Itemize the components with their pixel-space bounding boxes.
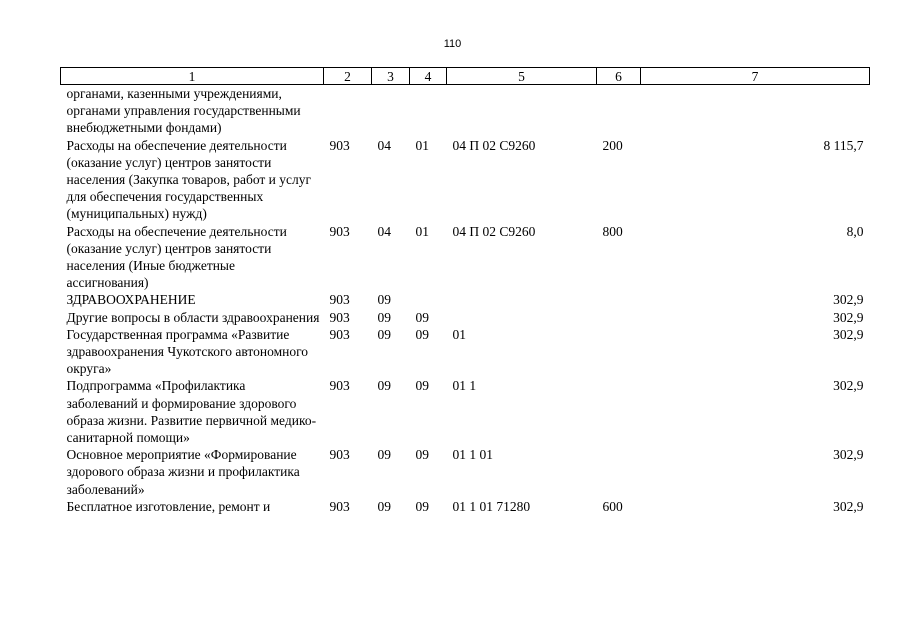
row-grbs: 903 <box>329 137 350 153</box>
row-section: 09 <box>377 378 391 394</box>
row-name: Государственная программа «Развитие здравоохранения Чукотского автономного округа» <box>66 326 309 377</box>
row-grbs <box>324 85 372 137</box>
row-section: 09 <box>377 498 391 514</box>
row-section: 04 <box>377 137 391 153</box>
row-sum: 8,0 <box>846 223 864 239</box>
row-sum: 302,9 <box>833 498 864 514</box>
row-sum: 8 115,7 <box>823 137 864 153</box>
row-vr <box>597 446 641 498</box>
table-row <box>61 223 870 292</box>
row-target: 01 1 <box>452 378 477 394</box>
row-target: 04 П 02 С9260 <box>452 223 536 239</box>
table-row <box>61 309 870 326</box>
row-sum: 302,9 <box>833 309 864 325</box>
row-grbs: 903 <box>329 326 350 342</box>
row-target: 04 П 02 С9260 <box>452 137 536 153</box>
row-grbs: 903 <box>329 498 350 514</box>
row-section <box>372 85 410 137</box>
row-target: 01 1 01 <box>452 447 493 463</box>
row-subsection: 09 <box>415 498 429 514</box>
table-body <box>61 85 870 516</box>
row-vr <box>597 291 641 308</box>
header-col-1: 1 <box>61 68 324 85</box>
row-vr <box>597 377 641 446</box>
row-section: 09 <box>377 447 391 463</box>
row-target <box>447 309 597 326</box>
row-sum: 302,9 <box>833 326 864 342</box>
table-header <box>61 68 870 85</box>
row-vr: 200 <box>602 137 623 153</box>
row-target <box>447 85 597 137</box>
row-section: 09 <box>377 309 391 325</box>
row-grbs: 903 <box>329 378 350 394</box>
budget-table <box>60 67 870 515</box>
row-name: Другие вопросы в области здравоохранения <box>66 309 320 325</box>
row-subsection: 01 <box>415 223 429 239</box>
row-subsection <box>410 85 447 137</box>
row-sum <box>641 85 870 137</box>
row-section: 09 <box>377 292 391 308</box>
row-subsection: 09 <box>415 447 429 463</box>
row-name: Основное мероприятие «Формирование здорового образа жизни и профилактика заболеваний» <box>66 447 300 497</box>
row-section: 09 <box>377 326 391 342</box>
header-col-5: 5 <box>447 68 597 85</box>
row-sum: 302,9 <box>833 292 864 308</box>
row-subsection: 09 <box>415 326 429 342</box>
table-row <box>61 446 870 498</box>
table-row <box>61 377 870 446</box>
row-grbs: 903 <box>329 309 350 325</box>
row-name: Расходы на обеспечение деятельности (оказание услуг) центров занятости населения (Закупка товаров, работ и услуг для обеспечения государственных (муниципальных) нужд) <box>66 137 312 222</box>
header-row <box>61 68 870 85</box>
row-subsection: 09 <box>415 378 429 394</box>
table-row <box>61 326 870 378</box>
row-name: ЗДРАВООХРАНЕНИЕ <box>66 292 196 308</box>
header-col-2: 2 <box>324 68 372 85</box>
table-row <box>61 137 870 223</box>
row-name: Расходы на обеспечение деятельности (оказание услуг) центров занятости населения (Иные бюджетные ассигнования) <box>66 223 287 291</box>
row-name: Бесплатное изготовление, ремонт и <box>66 498 271 514</box>
header-col-7: 7 <box>641 68 870 85</box>
row-subsection: 01 <box>415 137 429 153</box>
header-col-3: 3 <box>372 68 410 85</box>
row-vr <box>597 85 641 137</box>
table-row <box>61 85 870 137</box>
row-name: Подпрограмма «Профилактика заболеваний и формирование здорового образа жизни. Развитие первичной медико-санитарной помощи» <box>66 378 317 446</box>
header-col-4: 4 <box>410 68 447 85</box>
row-grbs: 903 <box>329 223 350 239</box>
row-target: 01 1 01 71280 <box>452 498 531 514</box>
table-row <box>61 498 870 515</box>
row-name: органами, казенными учреждениями, органами управления государственными внебюджетными фондами) <box>66 86 301 136</box>
row-grbs: 903 <box>329 447 350 463</box>
row-target <box>447 291 597 308</box>
row-sum: 302,9 <box>833 378 864 394</box>
row-vr <box>597 326 641 378</box>
row-vr: 800 <box>602 223 623 239</box>
table-row <box>61 291 870 308</box>
row-subsection: 09 <box>415 309 429 325</box>
row-section: 04 <box>377 223 391 239</box>
row-sum: 302,9 <box>833 447 864 463</box>
row-vr <box>597 309 641 326</box>
row-subsection <box>410 291 447 308</box>
row-target: 01 <box>452 326 466 342</box>
header-col-6: 6 <box>597 68 641 85</box>
row-grbs: 903 <box>329 292 350 308</box>
page-number: 110 <box>443 38 462 50</box>
row-vr: 600 <box>602 498 623 514</box>
